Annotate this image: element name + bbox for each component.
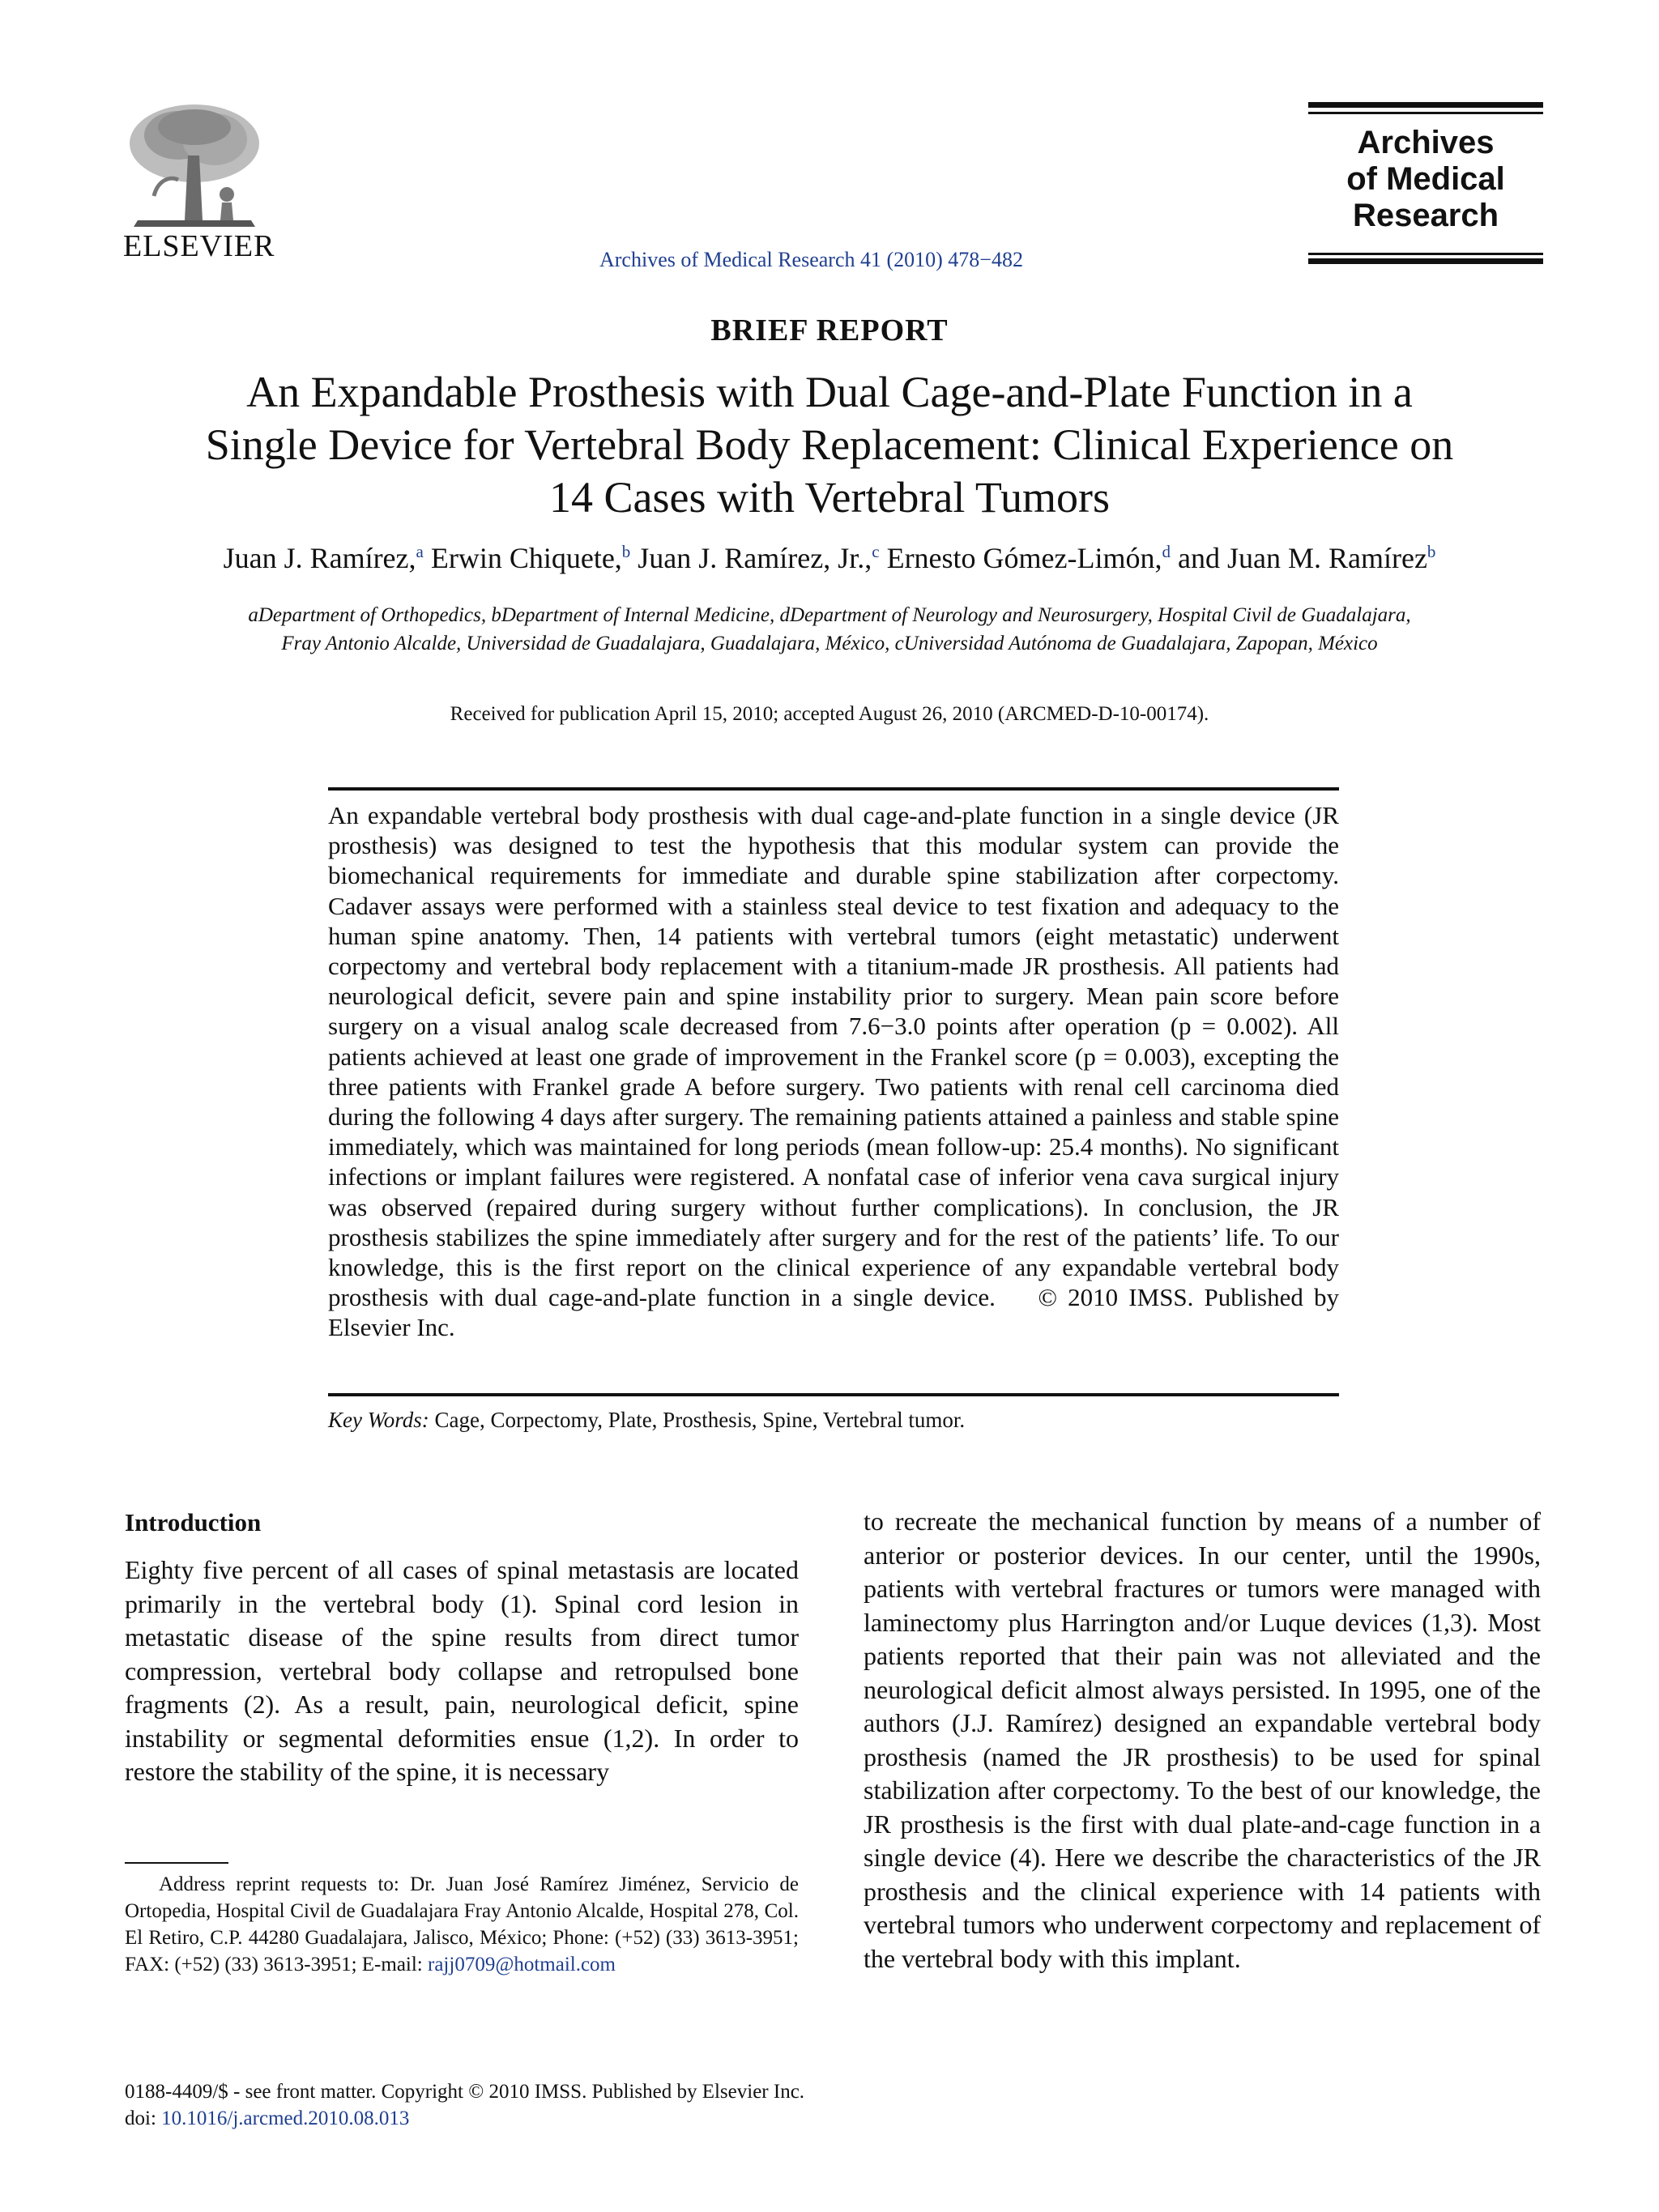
section-label: BRIEF REPORT bbox=[710, 313, 949, 347]
correspondence-footnote bbox=[125, 1871, 799, 1978]
footnote-text: Address reprint requests to: Dr. Juan José Ramírez Jiménez, Servicio de Ortopedia, Hospital Civil de Guadalajara Fray Antonio Alcalde, Hospital 278, Col. El Retiro, C.P. 44280 Guadalajara, Jalisco, México; Phone: (+52) (33) 3613-3951; FAX: (+52) (33) 3613-3951; E-mail: bbox=[125, 1873, 799, 1975]
publisher-name: ELSEVIER bbox=[123, 229, 275, 263]
footnote-rule bbox=[125, 1862, 228, 1864]
copyright-line: © 2010 IMSS. Published by Elsevier Inc. bbox=[328, 1283, 1339, 1342]
keywords-label: Key Words: bbox=[328, 1408, 429, 1432]
author-name: and Juan M. Ramírez bbox=[1178, 542, 1427, 574]
abstract-top-rule bbox=[328, 787, 1339, 791]
journal-name-line-2: of Medical bbox=[1346, 161, 1505, 197]
abstract bbox=[328, 800, 1339, 1343]
keywords bbox=[328, 1408, 1339, 1433]
article-title: An Expandable Prosthesis with Dual Cage-and-Plate Function in a Single Device for Vertebral Body Replacement: Clinical Experience on 14 Cases with Vertebral Tumors bbox=[205, 368, 1454, 522]
author-affiliation-mark[interactable]: c bbox=[872, 542, 880, 561]
front-matter bbox=[125, 2078, 804, 2132]
author-affiliation-mark[interactable]: b bbox=[621, 542, 631, 561]
author-name: Ernesto Gómez-Limón, bbox=[886, 542, 1162, 574]
doi-link[interactable]: 10.1016/j.arcmed.2010.08.013 bbox=[161, 2108, 410, 2129]
author-name: Juan J. Ramírez, bbox=[223, 542, 416, 574]
abstract-bottom-rule bbox=[328, 1393, 1339, 1396]
doi-label: doi: bbox=[125, 2108, 156, 2129]
intro-left-column: Eighty five percent of all cases of spinal metastasis are located primarily in the vertebral body (1). Spinal cord lesion in metastatic disease of the spine results from direct tumor compression, vertebral body collapse and retropulsed bone fragments (2). As a result, pain, neurological deficit, spine instability or segmental deformities ensue (1,2). In order to restore the stability of the spine, it is necessary bbox=[125, 1555, 799, 1786]
journal-name-line-3: Research bbox=[1352, 198, 1499, 233]
received-dates: Received for publication April 15, 2010; accepted August 26, 2010 (ARCMED-D-10-00174). bbox=[450, 703, 1209, 725]
author-name: Erwin Chiquete, bbox=[430, 542, 622, 574]
keywords-list: Cage, Corpectomy, Plate, Prosthesis, Spine, Vertebral tumor. bbox=[434, 1408, 966, 1432]
journal-name-line-1: Archives bbox=[1357, 125, 1495, 160]
author-affiliation-mark[interactable]: d bbox=[1162, 542, 1171, 561]
intro-right-column: to recreate the mechanical function by means of a number of anterior or posterior devices. In our center, until the 1990s, patients with vertebral fractures or tumors were managed with laminectomy plus Harrington and/or Luque devices (1,3). Most patients reported that their pain was not alleviated and the neurological deficit almost always persisted. In 1995, one of the authors (J.J. Ramírez) designed an expandable vertebral body prosthesis (named the JR prosthesis) to be used for spinal stabilization after corpectomy. To the best of our knowledge, the JR prosthesis is the first with dual plate-and-cage function in a single device (4). Here we describe the characteristics of the JR prosthesis and the clinical experience with 14 patients with vertebral tumors who underwent corpectomy and replacement of the vertebral body with this implant. bbox=[864, 1507, 1541, 1973]
journal-citation[interactable]: Archives of Medical Research 41 (2010) 478−482 bbox=[599, 248, 1023, 271]
email-link[interactable]: rajj0709@hotmail.com bbox=[428, 1954, 616, 1975]
issn-line: 0188-4409/$ - see front matter. Copyright © 2010 IMSS. Published by Elsevier Inc. bbox=[125, 2081, 805, 2103]
journal-masthead bbox=[1308, 102, 1543, 267]
author-affiliation-mark[interactable]: a bbox=[416, 542, 424, 561]
introduction-heading: Introduction bbox=[125, 1508, 262, 1536]
affiliations: aDepartment of Orthopedics, bDepartment of Internal Medicine, dDepartment of Neurology and Neurosurgery, Hospital Civil de Guadalajara, Fray Antonio Alcalde, Universidad de Guadalajara, Guadalajara, México, cUniversidad Autónoma de Guadalajara, Zapopan, México bbox=[248, 604, 1411, 654]
abstract-text: An expandable vertebral body prosthesis with dual cage-and-plate function in a single device (JR prosthesis) was designed to test the hypothesis that this modular system can provide the biomechanical requirements for immediate and durable spine stabilization after corpectomy. Cadaver assays were performed with a stainless steal device to test fixation and adequacy to the human spine anatomy. Then, 14 patients with vertebral tumors (eight metastatic) underwent corpectomy and vertebral body replacement with a titanium-made JR prosthesis. All patients had neurological deficit, severe pain and spine instability prior to surgery. Mean pain score before surgery on a visual analog scale decreased from 7.6−3.0 points after operation (p = 0.002). All patients achieved at least one grade of improvement in the Frankel score (p = 0.003), excepting the three patients with Frankel grade A before surgery. Two patients with renal cell carcinoma died during the following 4 days after surgery. The remaining patients attained a painless and stable spine immediately, which was maintained for long periods (mean follow-up: 25.4 months). No significant infections or implant failures were registered. A nonfatal case of inferior vena cava surgical injury was observed (repaired during surgery without further complications). In conclusion, the JR prosthesis stabilizes the spine immediately after surgery and for the rest of the patients’ life. To our knowledge, this is the first report on the clinical experience of any expandable vertebral body prosthesis with dual cage-and-plate function in a single device. bbox=[328, 801, 1339, 1312]
author-name: Juan J. Ramírez, Jr., bbox=[638, 542, 872, 574]
author-list bbox=[65, 541, 1594, 575]
author-affiliation-mark[interactable]: b bbox=[1427, 542, 1436, 561]
